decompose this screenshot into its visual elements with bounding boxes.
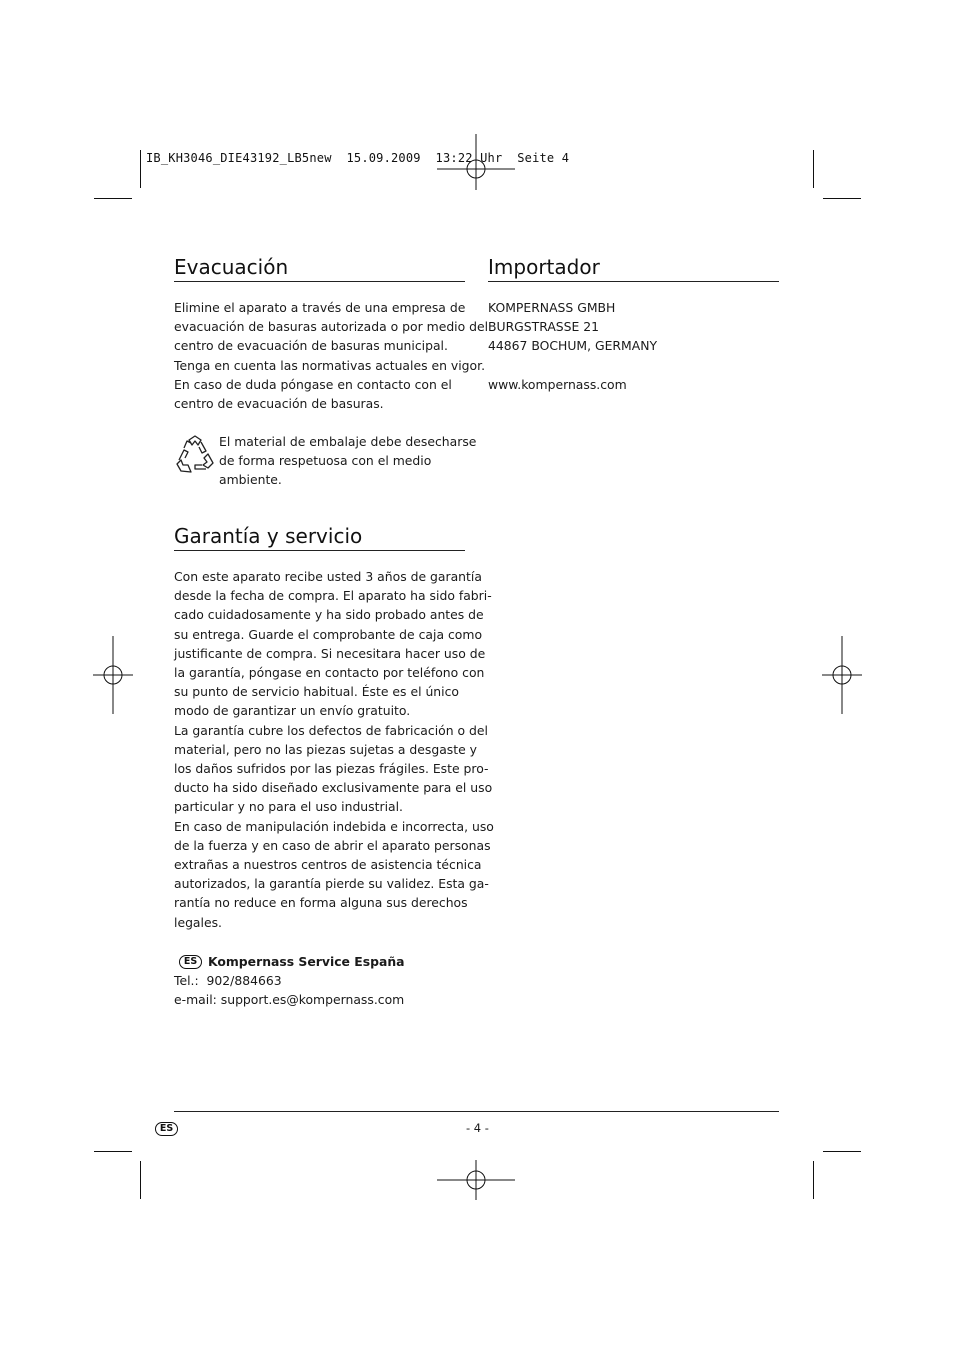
crop-mark [94, 1151, 132, 1152]
recycle-note: El material de embalaje debe desecharse de forma respetuosa con el medio ambiente. [219, 434, 477, 488]
importer-website: www.kompernass.com [488, 377, 627, 392]
registration-mark-icon [437, 1160, 515, 1200]
section-rule [174, 550, 465, 551]
service-tel: Tel.: 902/884663 [174, 973, 282, 988]
service-name: Kompernass Service España [208, 954, 405, 969]
recycle-icon [175, 434, 215, 474]
service-email: e-mail: support.es@kompernass.com [174, 992, 405, 1007]
crop-mark [813, 150, 814, 188]
footer-rule [174, 1111, 779, 1112]
language-badge: ES [155, 1122, 178, 1136]
crop-mark [813, 1161, 814, 1199]
evacuacion-paragraph: Elimine el aparato a través de una empresa de evacuación de basuras autorizada o por medio del centro de evacuación de basuras municipal. Tenga en cuenta las normativas actuales en vigor. En caso de duda póngase en contacto con el centro de evacuación de basuras. [174, 300, 489, 412]
garantia-paragraph: Con este aparato recibe usted 3 años de garantía desde la fecha de compra. El aparato ha sido fabri- cado cuidadosamente y ha sido probado antes de su entrega. Guarde el comprobante de caja como justificante de compra. Si necesitara hacer uso de la garantía, póngase en contacto por teléfono con su punto de servicio habitual. Éste es el único modo de garantizar un envío gratuito. La garantía cubre los defectos de fabricación o del material, pero no las piezas sujetas a desgaste y los daños sufridos por las piezas frágiles. Este pro- ducto ha sido diseñado exclusivamente para el uso particular y no para el uso industrial. En caso de manipulación indebida e incorrecta, uso de la fuerza y en caso de abrir el aparato personas extrañas a nuestros centros de asistencia técnica autorizados, la garantía pierde su validez. Esta ga- rantía no reduce en forma alguna sus derechos legales. [174, 569, 494, 930]
section-title-evacuacion: Evacuación [174, 255, 289, 279]
registration-mark-icon [437, 134, 515, 212]
crop-mark [823, 198, 861, 199]
print-slug: IB_KH3046_DIE43192_LB5new 15.09.2009 13:22 Uhr Seite 4 [146, 151, 570, 165]
registration-mark-icon [93, 636, 133, 714]
registration-mark-icon [822, 636, 862, 714]
section-title-importador: Importador [488, 255, 600, 279]
section-rule [488, 281, 779, 282]
importer-address: KOMPERNASS GMBH BURGSTRASSE 21 44867 BOCHUM, GERMANY [488, 300, 658, 354]
service-country-badge: ES [179, 955, 202, 969]
crop-mark [823, 1151, 861, 1152]
page-number: - 4 - [466, 1121, 489, 1135]
crop-mark [140, 150, 141, 188]
crop-mark [94, 198, 132, 199]
section-rule [174, 281, 465, 282]
crop-mark [140, 1161, 141, 1199]
section-title-garantia: Garantía y servicio [174, 524, 363, 548]
